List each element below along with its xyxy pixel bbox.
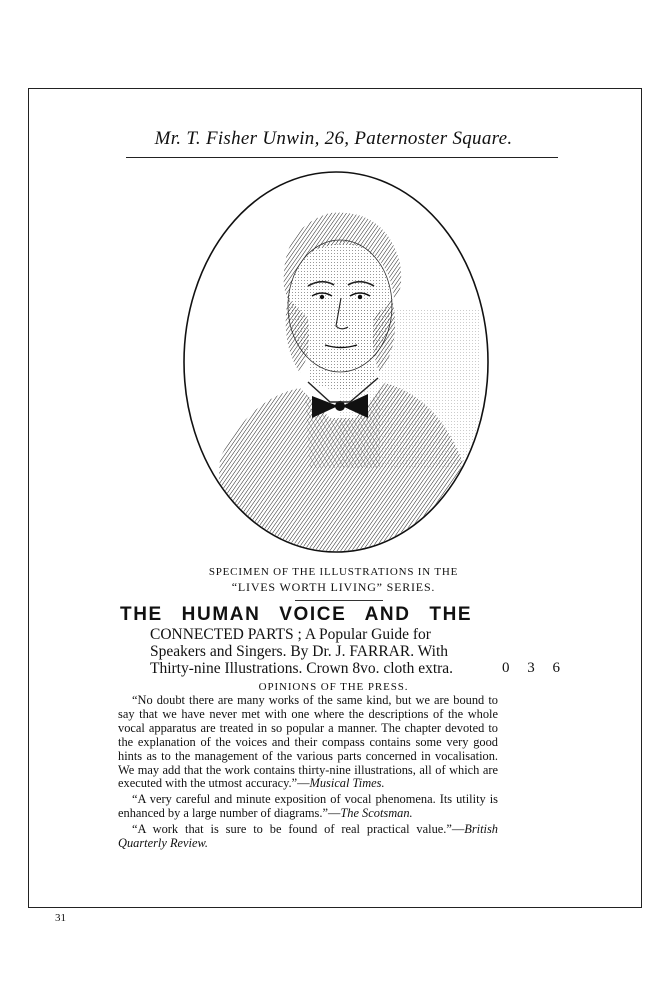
publisher-header: Mr. T. Fisher Unwin, 26, Paternoster Square. (154, 128, 513, 149)
quote-text: “A work that is sure to be found of real practical value.”— (132, 822, 465, 837)
press-quote (118, 694, 498, 791)
quote-source: British Quarterly Review. (118, 822, 498, 851)
caption-divider (295, 600, 383, 601)
page-number: 31 (55, 912, 66, 924)
press-quote (118, 793, 498, 821)
book-subtitle-line1: CONNECTED PARTS ; A Popular Guide for (150, 626, 431, 643)
book-subtitle-line3: Thirty-nine Illustrations. Crown 8vo. cloth extra. (150, 660, 454, 677)
quote-source: Musical Times. (309, 776, 385, 791)
quote-text: “No doubt there are many works of the same kind, but we are bound to say that we have never met with one where the descriptions of the whole vocal apparatus are treated in so popular a manner. The chapter devoted to the explanation of the voices and their compass contains some very good hints as to the management of the various parts concerned in vocalisation. We may add that the work contains thirty-nine illustrations, all of which are executed with the utmost accuracy.”— (118, 693, 498, 791)
book-subtitle-line2: Speakers and Singers. By Dr. J. FARRAR. With (150, 643, 449, 660)
illustration-caption-line2: “LIVES WORTH LIVING” SERIES. (231, 580, 436, 594)
book-title: THE HUMAN VOICE AND THE (120, 604, 473, 625)
press-quotes (118, 694, 498, 853)
engraved-portrait-illustration (180, 168, 492, 556)
press-opinions-heading: OPINIONS OF THE PRESS. (258, 681, 409, 693)
illustration-caption-line1: SPECIMEN OF THE ILLUSTRATIONS IN THE (208, 566, 459, 578)
header-divider (126, 157, 558, 158)
quote-text: “A very careful and minute exposition of vocal phenomena. Its utility is enhanced by a large number of diagrams.”— (118, 792, 498, 821)
book-price: 0 3 6 (502, 660, 560, 676)
press-quote (118, 823, 498, 851)
quote-source: The Scotsman. (340, 806, 413, 821)
